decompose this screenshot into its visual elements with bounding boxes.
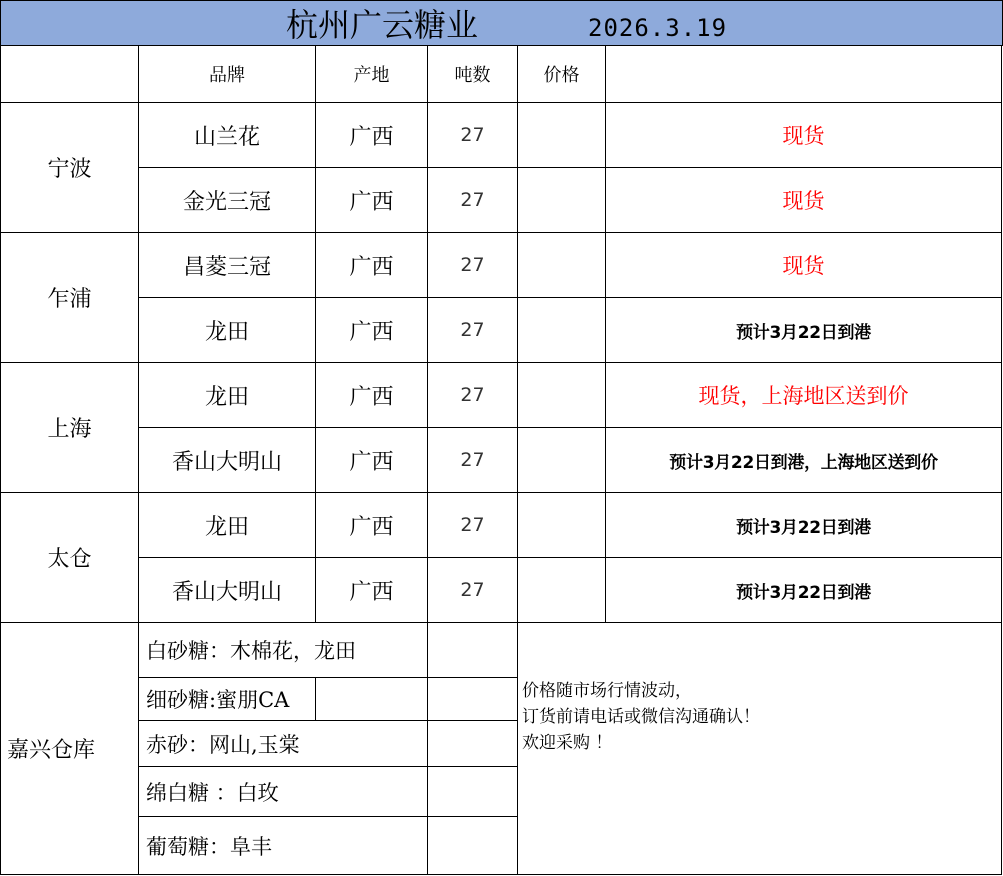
brand-cell: 香山大明山	[139, 558, 316, 623]
company-title: 杭州广云糖业	[286, 6, 479, 44]
price-cell	[518, 103, 606, 168]
tons-cell: 27	[428, 168, 518, 233]
warehouse-blank-cell	[428, 767, 518, 817]
price-cell	[518, 298, 606, 363]
warehouse-item: 细砂糖:蜜朋CA	[139, 678, 316, 721]
price-cell	[518, 493, 606, 558]
brand-cell: 龙田	[139, 493, 316, 558]
header-blank-cell	[0, 46, 139, 103]
price-cell	[518, 558, 606, 623]
brand-cell: 金光三冠	[139, 168, 316, 233]
status-note: 现货	[606, 233, 1002, 298]
tons-cell: 27	[428, 233, 518, 298]
column-header-price: 价格	[518, 46, 606, 103]
price-table	[0, 46, 1003, 876]
region-shanghai: 上海	[0, 363, 139, 493]
origin-cell: 广西	[316, 103, 428, 168]
origin-cell: 广西	[316, 233, 428, 298]
brand-cell: 山兰花	[139, 103, 316, 168]
price-cell	[518, 233, 606, 298]
warehouse-blank-cell	[428, 721, 518, 767]
warehouse-blank-cell	[428, 678, 518, 721]
column-header-tons: 吨数	[428, 46, 518, 103]
origin-cell: 广西	[316, 298, 428, 363]
tons-cell: 27	[428, 428, 518, 493]
column-header-note	[606, 46, 1002, 103]
price-cell	[518, 363, 606, 428]
status-note: 现货，上海地区送到价	[606, 363, 1002, 428]
origin-cell: 广西	[316, 428, 428, 493]
tons-cell: 27	[428, 363, 518, 428]
status-note: 预计3月22日到港	[606, 493, 1002, 558]
brand-cell: 昌菱三冠	[139, 233, 316, 298]
price-cell	[518, 428, 606, 493]
column-header-brand: 品牌	[139, 46, 316, 103]
region-ningbo: 宁波	[0, 103, 139, 233]
price-date: 2026.3.19	[588, 14, 728, 42]
region-zhapu: 乍浦	[0, 233, 139, 363]
tons-cell: 27	[428, 558, 518, 623]
brand-cell: 龙田	[139, 363, 316, 428]
brand-cell: 香山大明山	[139, 428, 316, 493]
warehouse-blank-cell	[428, 623, 518, 678]
warehouse-item: 绵白糖 ：白玫	[139, 767, 428, 817]
brand-cell: 龙田	[139, 298, 316, 363]
warehouse-name: 嘉兴仓库	[0, 623, 139, 875]
status-note: 预计3月22日到港，上海地区送到价	[606, 428, 1002, 493]
status-note: 预计3月22日到港	[606, 298, 1002, 363]
tons-cell: 27	[428, 298, 518, 363]
region-taicang: 太仓	[0, 493, 139, 623]
tons-cell: 27	[428, 103, 518, 168]
remark-line: 价格随市场行情波动，	[522, 681, 692, 701]
origin-cell: 广西	[316, 363, 428, 428]
warehouse-item: 葡萄糖：阜丰	[139, 817, 428, 875]
status-note: 现货	[606, 168, 1002, 233]
tons-cell: 27	[428, 493, 518, 558]
origin-cell: 广西	[316, 493, 428, 558]
remark-line: 订货前请电话或微信沟通确认！	[522, 707, 760, 727]
status-note: 现货	[606, 103, 1002, 168]
title-bar	[0, 0, 1003, 46]
remark-line: 欢迎采购 ！	[522, 733, 613, 753]
warehouse-blank-cell	[316, 678, 428, 721]
origin-cell: 广西	[316, 168, 428, 233]
warehouse-blank-cell	[428, 817, 518, 875]
warehouse-item: 白砂糖：木棉花，龙田	[139, 623, 428, 678]
warehouse-item: 赤砂：网山,玉棠	[139, 721, 428, 767]
status-note: 预计3月22日到港	[606, 558, 1002, 623]
price-cell	[518, 168, 606, 233]
column-header-origin: 产地	[316, 46, 428, 103]
origin-cell: 广西	[316, 558, 428, 623]
remarks-text	[522, 678, 760, 756]
